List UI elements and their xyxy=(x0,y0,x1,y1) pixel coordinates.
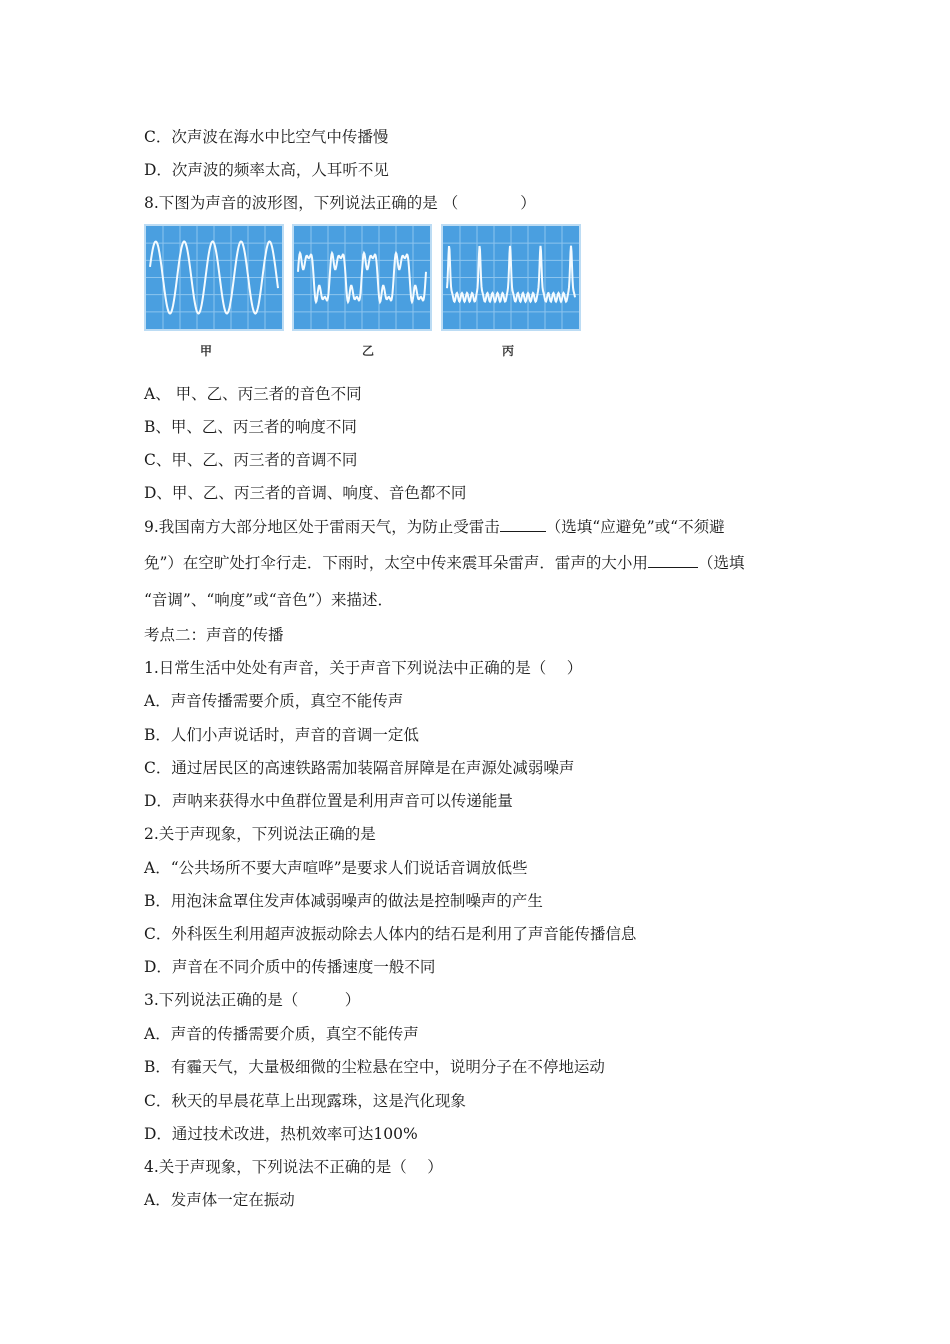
q4-stem: 4.关于声现象，下列说法不正确的是（ ） xyxy=(144,1158,443,1176)
q7-option-c: C．次声波在海水中比空气中传播慢 xyxy=(144,128,389,146)
q2-option-c: C．外科医生利用超声波振动除去人体内的结石是利用了声音能传播信息 xyxy=(144,925,637,943)
q7-option-d: D．次声波的频率太高，人耳听不见 xyxy=(144,161,389,179)
q1-option-c: C．通过居民区的高速铁路需加装隔音屏障是在声源处减弱噪声 xyxy=(144,759,575,777)
q3-option-d: D．通过技术改进，热机效率可达100% xyxy=(144,1125,418,1143)
q8-option-c: C、甲、乙、丙三者的音调不同 xyxy=(144,451,358,469)
q8-option-b: B、甲、乙、丙三者的响度不同 xyxy=(144,418,357,436)
q1-option-d: D．声呐来获得水中鱼群位置是利用声音可以传递能量 xyxy=(144,792,513,810)
q3-option-b: B．有霾天气，大量极细微的尘粒悬在空中，说明分子在不停地运动 xyxy=(144,1058,605,1076)
q2-option-a: A．“公共场所不要大声喧哗”是要求人们说话音调放低些 xyxy=(144,859,528,877)
q9-blank-2 xyxy=(648,553,698,568)
q4-option-a: A．发声体一定在振动 xyxy=(144,1191,295,1209)
waveform-jia xyxy=(144,224,284,331)
waveform-label-bing: 丙 xyxy=(502,344,515,358)
q1-option-a: A．声音传播需要介质，真空不能传声 xyxy=(144,692,404,710)
q9-text-2: （选填“应避免”或“不须避 xyxy=(545,518,725,536)
q2-stem: 2.关于声现象，下列说法正确的是 xyxy=(144,825,376,843)
q9-text-4: （选填 xyxy=(697,554,745,572)
q2-option-d: D．声音在不同介质中的传播速度一般不同 xyxy=(144,958,436,976)
q9-line-1 xyxy=(144,517,725,537)
waveform-label-jia: 甲 xyxy=(200,344,213,358)
q1-stem: 1.日常生活中处处有声音，关于声音下列说法中正确的是（ ） xyxy=(144,659,583,677)
q9-text-1: 9.我国南方大部分地区处于雷雨天气，为防止受雷击 xyxy=(144,518,500,536)
waveform-bing-graph xyxy=(443,226,579,329)
q9-text-3: 免”）在空旷处打伞行走．下雨时，太空中传来震耳朵雷声．雷声的大小用 xyxy=(144,554,648,572)
q2-option-b: B．用泡沫盒罩住发声体减弱噪声的做法是控制噪声的产生 xyxy=(144,892,543,910)
q9-line-3: “音调”、“响度”或“音色”）来描述． xyxy=(144,591,394,609)
section-heading: 考点二：声音的传播 xyxy=(144,626,284,644)
q3-option-a: A．声音的传播需要介质，真空不能传声 xyxy=(144,1025,419,1043)
waveform-bing xyxy=(441,224,581,331)
waveform-jia-graph xyxy=(146,226,282,329)
waveform-yi xyxy=(292,224,432,331)
q8-option-d: D、甲、乙、丙三者的音调、响度、音色都不同 xyxy=(144,484,467,502)
q3-option-c: C．秋天的早晨花草上出现露珠，这是汽化现象 xyxy=(144,1092,466,1110)
q3-stem: 3.下列说法正确的是（ ） xyxy=(144,991,361,1009)
q8-stem: 8.下图为声音的波形图，下列说法正确的是 （ ） xyxy=(144,194,536,212)
q9-line-2 xyxy=(144,553,744,573)
waveform-label-yi: 乙 xyxy=(362,344,375,358)
waveform-yi-graph xyxy=(294,226,430,329)
q9-blank-1 xyxy=(500,517,546,532)
q8-option-a: A、 甲、乙、丙三者的音色不同 xyxy=(144,385,362,403)
q1-option-b: B．人们小声说话时，声音的音调一定低 xyxy=(144,726,419,744)
